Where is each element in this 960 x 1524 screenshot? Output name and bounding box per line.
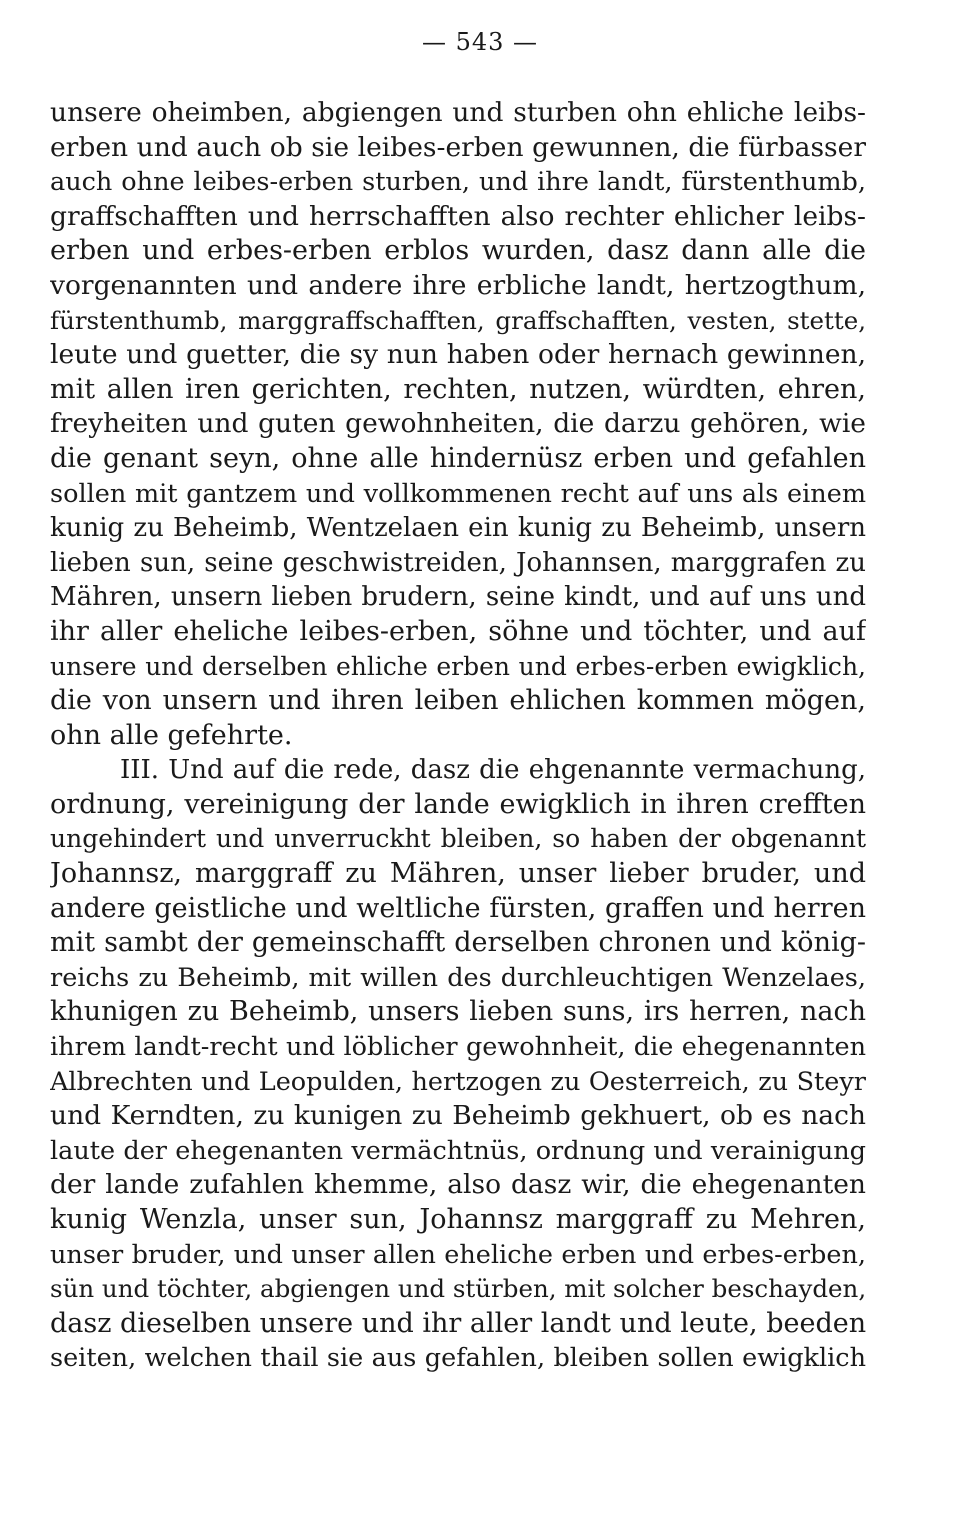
text-line: graffschafften und herrschafften also rechter ehlicher leibs-: [50, 200, 866, 232]
text-line: ohn alle gefehrte.: [50, 719, 293, 751]
text-line: leute und guetter, die sy nun haben oder hernach gewinnen,: [50, 339, 866, 371]
text-line: mit sambt der gemeinschafft derselben chronen und könig-: [50, 927, 866, 959]
text-line: ihrem landt-recht und löblicher gewohnheit, die ehegenannten: [50, 1032, 866, 1063]
text-line: sün und töchter, abgiengen und stürben, mit solcher beschayden,: [50, 1274, 866, 1304]
text-line: khunigen zu Beheimb, unsers lieben suns, irs herren, nach: [50, 996, 866, 1028]
text-line: erben und auch ob sie leibes-erben gewunnen, die fürbasser: [50, 131, 866, 163]
text-line: kunig zu Beheimb, Wentzelaen ein kunig zu Beheimb, unsern: [50, 513, 866, 544]
text-line: freyheiten und guten gewohnheiten, die darzu gehören, wie: [50, 408, 866, 440]
text-line: Albrechten und Leopulden, hertzogen zu Oesterreich, zu Steyr: [50, 1066, 866, 1097]
text-line: auch ohne leibes-erben sturben, und ihre landt, fürstenthumb,: [50, 167, 866, 198]
text-line: sollen mit gantzem und vollkommenen recht auf uns als einem: [50, 478, 866, 509]
text-line: ungehindert und unverruckht bleiben, so haben der obgenannt: [50, 824, 866, 854]
text-line: Mähren, unsern lieben brudern, seine kindt, und auf uns und: [50, 582, 866, 613]
text-line: der lande zufahlen khemme, also dasz wir, die ehegenanten: [50, 1169, 866, 1201]
body-text: [50, 96, 866, 1376]
text-line: unser bruder, und unser allen eheliche erben und erbes-erben,: [50, 1239, 866, 1270]
text-line: lieben sun, seine geschwistreiden, Johannsen, marggrafen zu: [50, 547, 866, 578]
text-line: erben und erbes-erben erblos wurden, dasz dann alle die: [50, 235, 866, 267]
text-line: und Kerndten, zu kunigen zu Beheimb gekhuert, ob es nach: [50, 1100, 866, 1132]
text-line: unsere und derselben ehliche erben und erbes-erben ewigklich,: [50, 651, 866, 681]
text-line: vorgenannten und andere ihre erbliche landt, hertzogthum,: [50, 269, 866, 301]
text-line: reichs zu Beheimb, mit willen des durchleuchtigen Wenzelaes,: [50, 962, 866, 993]
text-line: laute der ehegenanten vermächtnüs, ordnung und verainigung: [50, 1135, 866, 1166]
text-line: unsere oheimben, abgiengen und sturben ohn ehliche leibs-: [50, 97, 866, 128]
text-line: dasz dieselben unsere und ihr aller landt und leute, beeden: [50, 1307, 866, 1339]
text-line: die genant seyn, ohne alle hindernüsz erben und gefahlen: [50, 442, 866, 474]
text-line: ihr aller eheliche leibes-erben, söhne und töchter, und auf: [50, 615, 866, 647]
text-line: mit allen iren gerichten, rechten, nutzen, würdten, ehren,: [50, 373, 866, 405]
text-line: fürstenthumb, marggraffschafften, graffschafften, vesten, stette,: [50, 305, 866, 335]
text-line: Johannsz, marggraff zu Mähren, unser lieber bruder, und: [50, 858, 866, 890]
text-line: andere geistliche und weltliche fürsten, graffen und herren: [50, 892, 866, 924]
text-line: III. Und auf die rede, dasz die ehgenannte vermachung,: [120, 755, 866, 786]
text-line: die von unsern und ihren leiben ehlichen kommen mögen,: [50, 685, 866, 717]
text-line: kunig Wenzla, unser sun, Johannsz marggraff zu Mehren,: [50, 1204, 866, 1235]
text-line: ordnung, vereinigung der lande ewigklich in ihren crefften: [50, 788, 866, 820]
page-number: — 543 —: [421, 28, 539, 56]
text-line: seiten, welchen thail sie aus gefahlen, bleiben sollen ewigklich: [50, 1343, 866, 1374]
